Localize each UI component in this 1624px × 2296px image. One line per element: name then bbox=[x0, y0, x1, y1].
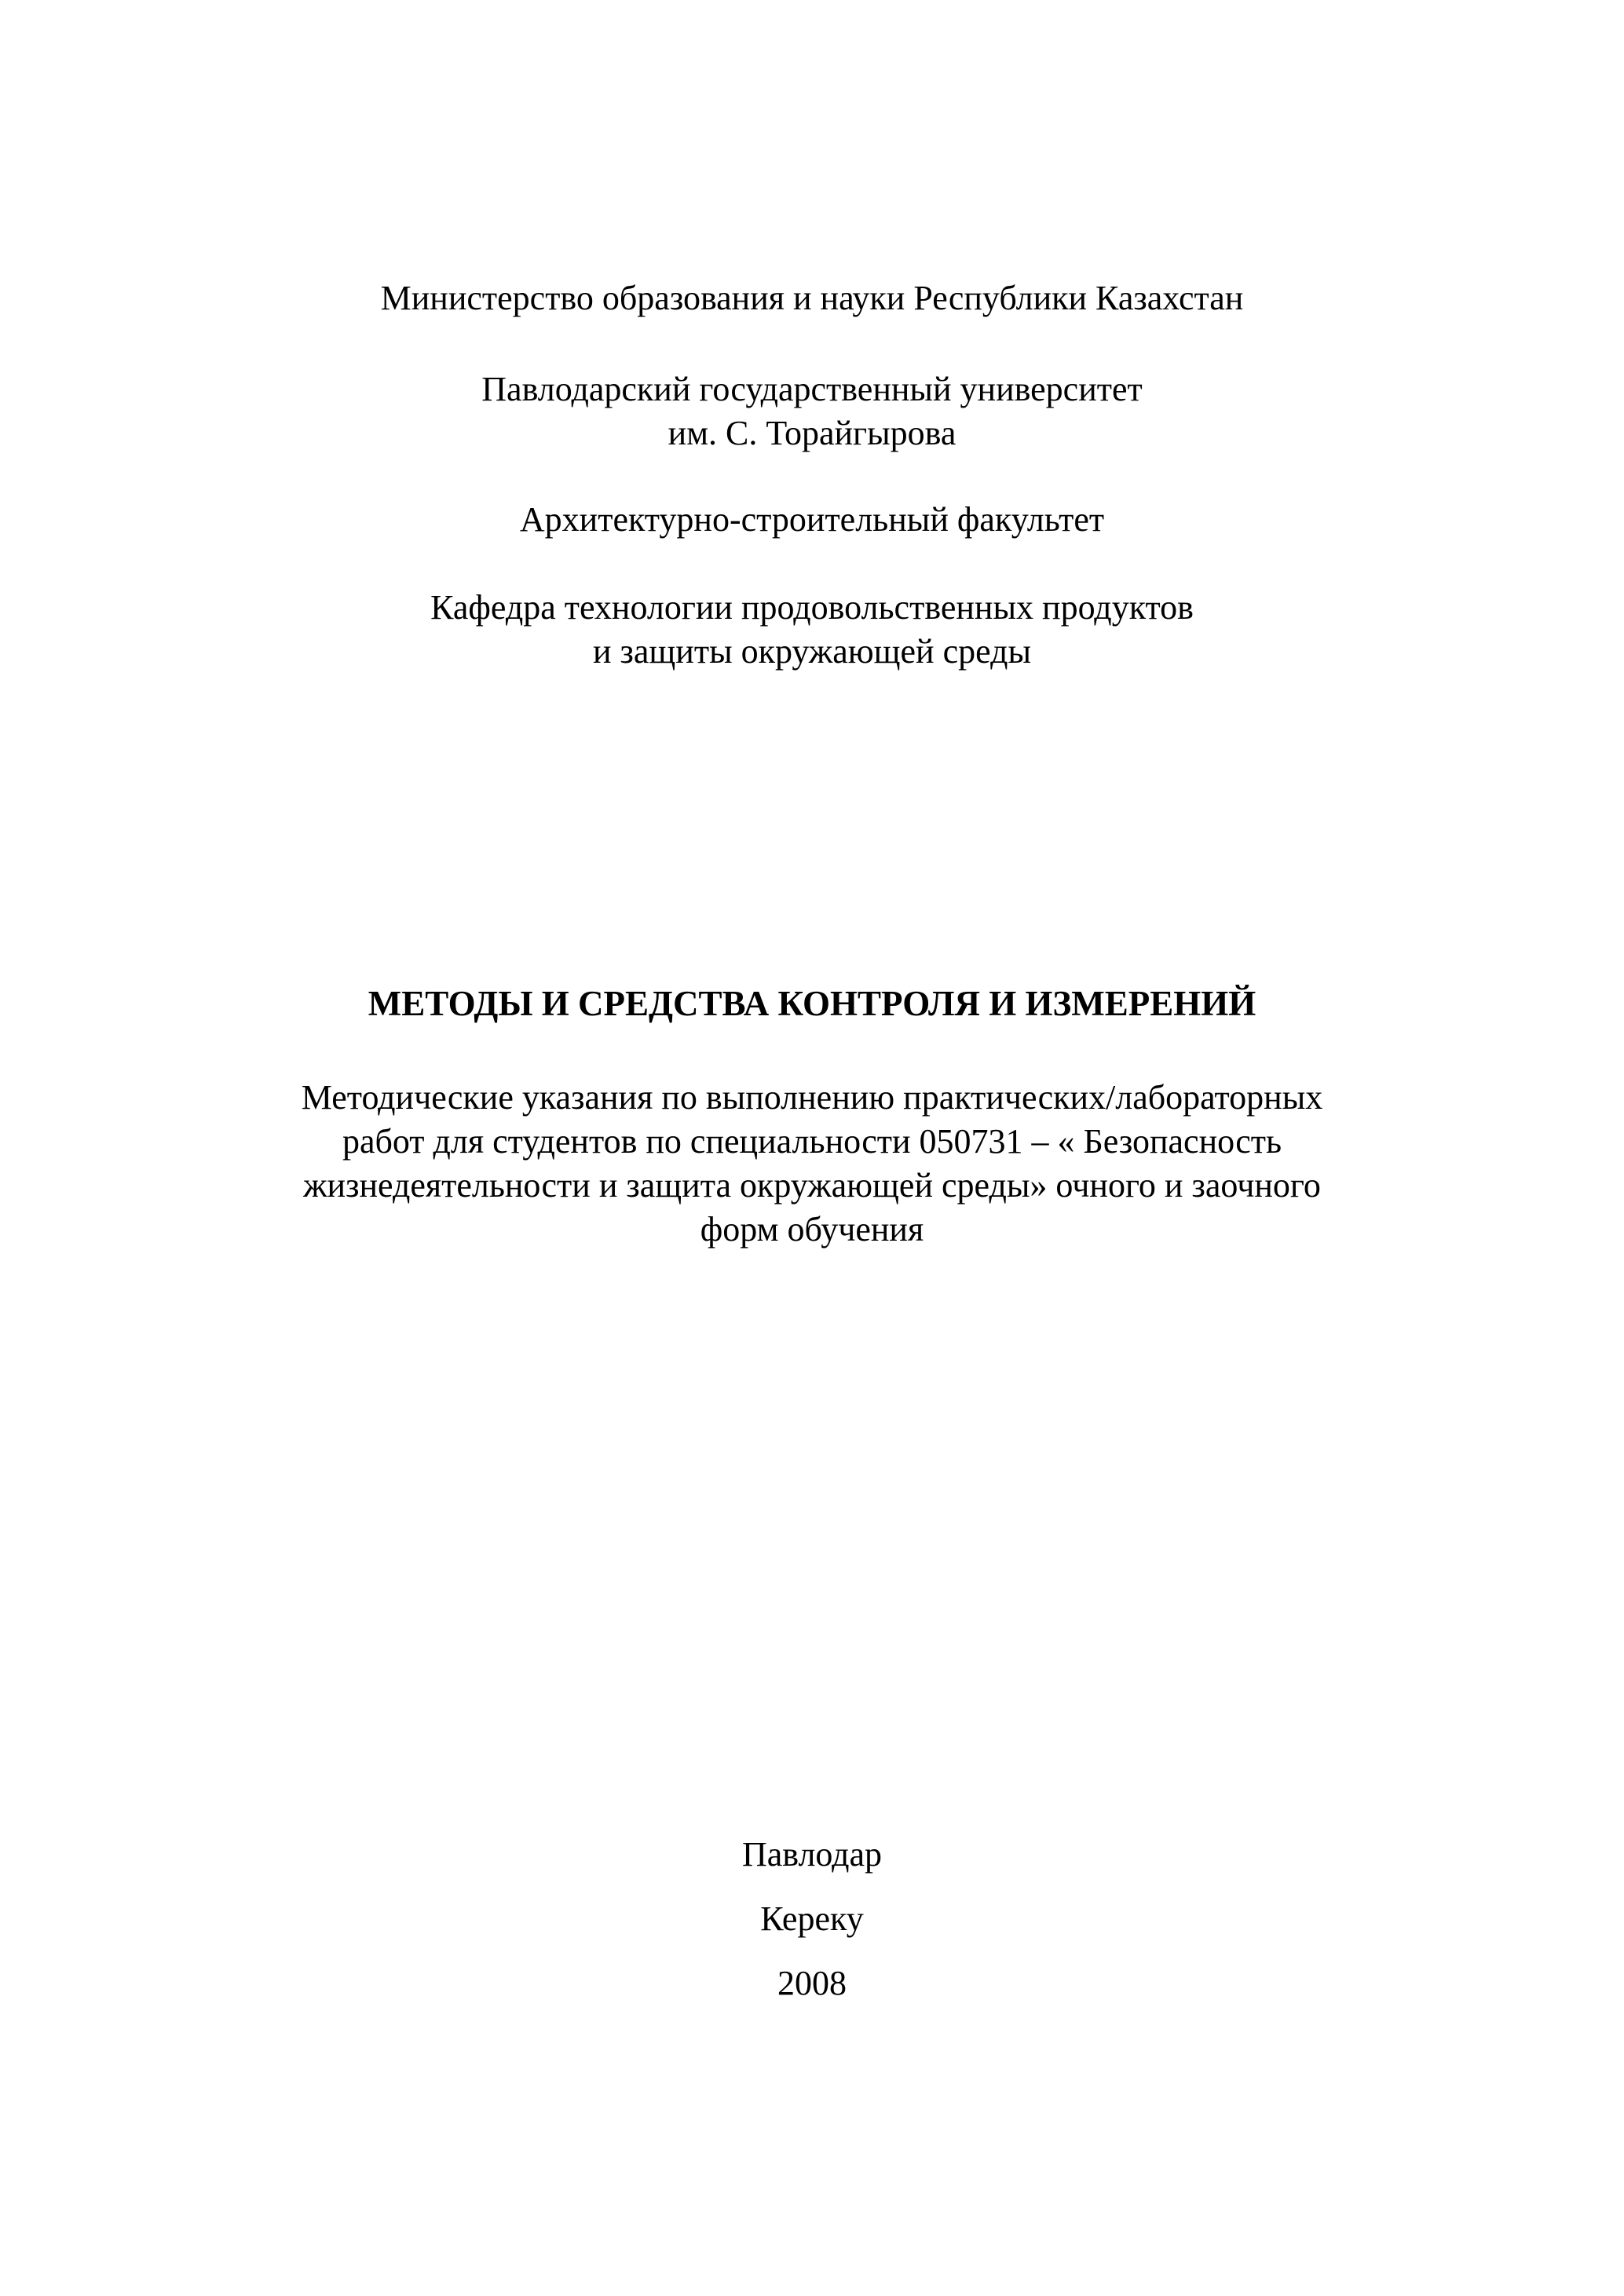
publication-city-block bbox=[0, 1833, 1624, 1877]
description-line: работ для студентов по специальности 050731 – « Безопасность bbox=[342, 1122, 1282, 1161]
department-name-line-2: и защиты окружающей среды bbox=[592, 632, 1032, 671]
faculty-name: Архитектурно-строительный факультет bbox=[519, 500, 1105, 539]
description-line: Методические указания по выполнению практических/лабораторных bbox=[301, 1078, 1323, 1117]
department-name-line-1: Кафедра технологии продовольственных продуктов bbox=[430, 588, 1194, 627]
description-line: жизнедеятельности и защита окружающей среды» очного и заочного bbox=[303, 1166, 1321, 1205]
publication-city: Павлодар bbox=[741, 1835, 883, 1874]
university-name-line-1: Павлодарский государственный университет bbox=[481, 370, 1143, 408]
publication-year-block bbox=[0, 1961, 1624, 2005]
ministry-name: Министерство образования и науки Республики Казахстан bbox=[380, 279, 1244, 317]
description-line: форм обучения bbox=[700, 1210, 924, 1249]
document-title: МЕТОДЫ И СРЕДСТВА КОНТРОЛЯ И ИЗМЕРЕНИЙ bbox=[368, 984, 1256, 1023]
university-heading bbox=[0, 367, 1624, 455]
publisher-block bbox=[0, 1897, 1624, 1941]
document-title-block bbox=[0, 982, 1624, 1026]
university-name-line-2: им. С. Торайгырова bbox=[668, 414, 956, 452]
publisher-name: Кереку bbox=[760, 1899, 864, 1938]
department-heading bbox=[0, 586, 1624, 674]
document-description bbox=[0, 1076, 1624, 1252]
faculty-heading bbox=[0, 498, 1624, 542]
publication-year: 2008 bbox=[777, 1964, 847, 2002]
ministry-heading bbox=[0, 276, 1624, 320]
